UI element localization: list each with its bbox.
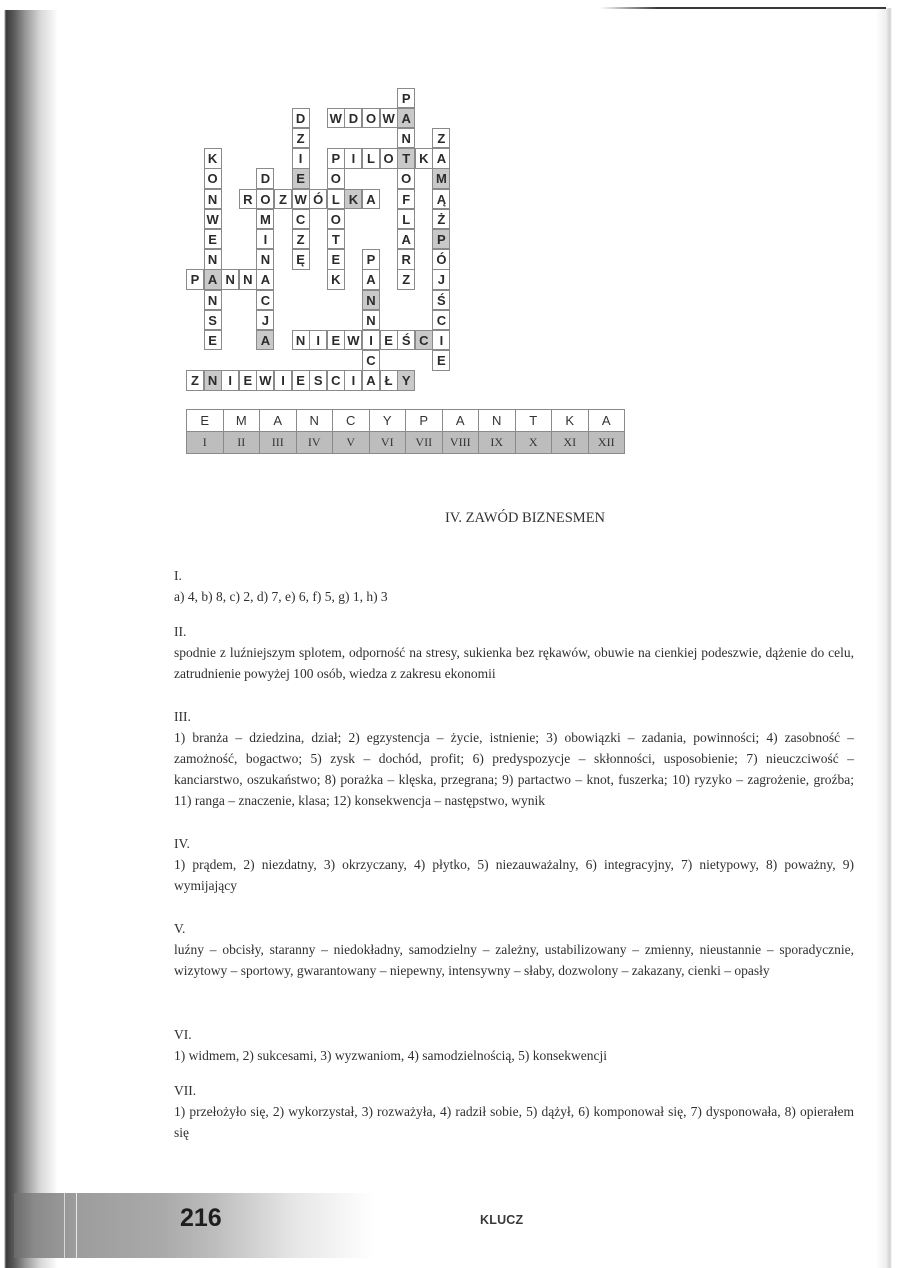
crossword-cell: K (415, 148, 433, 169)
crossword-cell: A (362, 370, 380, 391)
crossword-cell: W (204, 209, 222, 230)
crossword-cell: O (327, 209, 345, 230)
crossword-cell: Ś (397, 330, 415, 351)
answer-numeral: IX (479, 432, 516, 454)
exercise-number: VII. (174, 1083, 197, 1098)
crossword-cell: Z (432, 128, 450, 149)
exercise-number: I. (174, 568, 182, 583)
answer-numeral: I (187, 432, 224, 454)
crossword-cell: E (204, 229, 222, 250)
crossword-cell-highlighted: E (292, 168, 310, 189)
page-number: 216 (180, 1204, 222, 1232)
exercise-section (174, 1024, 854, 1066)
exercise-answers: 1) prądem, 2) niezdatny, 3) okrzyczany, 4) płytko, 5) niezauważalny, 6) integracyjny, 7) nietypowy, 8) poważny, 9) wymijający (174, 857, 854, 893)
exercise-number: IV. (174, 836, 190, 851)
footer-band (14, 1193, 534, 1258)
crossword-cell: W (327, 108, 345, 129)
crossword-cell: C (292, 209, 310, 230)
crossword-cell: I (344, 148, 362, 169)
crossword-cell: Ś (432, 290, 450, 311)
crossword-cell: C (432, 310, 450, 331)
crossword-cell: N (362, 310, 380, 331)
exercise-answers: spodnie z luźniejszym splotem, odporność na stresy, sukienka bez rękawów, obuwie na cienkiej podeszwie, dążenie do celu, zatrudnienie powyżej 100 osób, wiedza z zakresu ekonomii (174, 645, 854, 681)
answer-letter: E (187, 410, 224, 432)
crossword-cell: N (204, 290, 222, 311)
running-head: KLUCZ (480, 1213, 524, 1227)
crossword-cell: E (204, 330, 222, 351)
crossword-cell: P (327, 148, 345, 169)
crossword-grid (0, 0, 900, 400)
answer-letter: K (552, 410, 589, 432)
crossword-cell: A (362, 189, 380, 210)
crossword-cell: Ó (309, 189, 327, 210)
answer-letter: C (333, 410, 370, 432)
answer-numeral: X (515, 432, 552, 454)
crossword-cell: N (204, 189, 222, 210)
crossword-cell: I (292, 148, 310, 169)
answer-letter: T (515, 410, 552, 432)
answer-numeral: XI (552, 432, 589, 454)
crossword-cell: A (256, 269, 274, 290)
crossword-cell: I (256, 229, 274, 250)
answer-letter: P (406, 410, 443, 432)
crossword-cell: I (221, 370, 239, 391)
crossword-cell: W (344, 330, 362, 351)
answer-numeral: VIII (442, 432, 479, 454)
chapter-title: IV. ZAWÓD BIZNESMEN (444, 510, 606, 526)
crossword-cell: A (362, 269, 380, 290)
crossword-cell: L (397, 209, 415, 230)
answer-letter: N (479, 410, 516, 432)
answer-letter: A (260, 410, 297, 432)
crossword-cell: L (327, 189, 345, 210)
crossword-cell: N (292, 330, 310, 351)
crossword-cell: K (204, 148, 222, 169)
crossword-cell: M (256, 209, 274, 230)
crossword-cell-highlighted: T (397, 148, 415, 169)
crossword-cell: D (256, 168, 274, 189)
crossword-cell: O (380, 148, 398, 169)
answer-letter: A (588, 410, 625, 432)
crossword-cell: J (432, 269, 450, 290)
crossword-cell: N (256, 249, 274, 270)
exercise-section (174, 918, 854, 981)
crossword-cell: Ó (432, 249, 450, 270)
crossword-cell: O (256, 189, 274, 210)
crossword-cell-highlighted: A (397, 108, 415, 129)
crossword-cell: N (397, 128, 415, 149)
crossword-cell-highlighted: P (432, 229, 450, 250)
crossword-cell-highlighted: N (204, 370, 222, 391)
answer-numeral: XII (588, 432, 625, 454)
crossword-cell: Z (397, 269, 415, 290)
crossword-cell: P (362, 249, 380, 270)
crossword-cell-highlighted: M (432, 168, 450, 189)
crossword-cell: S (204, 310, 222, 331)
answer-numerals-row (187, 432, 625, 454)
exercise-section (174, 565, 854, 607)
crossword-cell: P (397, 88, 415, 109)
answer-numeral: VI (369, 432, 406, 454)
answer-numeral: V (333, 432, 370, 454)
crossword-cell-highlighted: Y (397, 370, 415, 391)
crossword-cell-highlighted: C (415, 330, 433, 351)
crossword-cell-highlighted: A (256, 330, 274, 351)
answer-numeral: III (260, 432, 297, 454)
crossword-cell: T (327, 229, 345, 250)
crossword-cell-highlighted: A (204, 269, 222, 290)
answer-numeral: IV (296, 432, 333, 454)
crossword-cell: R (397, 249, 415, 270)
exercise-answers: luźny – obcisły, staranny – niedokładny, samodzielny – zależny, ustabilizowany – zmienny, nieustannie – sporadycznie, wizytowy – sportowy, gwarantowany – niepewny, intensywny – słaby, dozwolony – zakazany, cienki – opasły (174, 942, 854, 978)
exercise-answers: 1) branża – dziedzina, dział; 2) egzystencja – życie, istnienie; 3) obowiązki – zadania, powinności; 4) zasobność – zamożność, bogactwo; 5) zysk – dochód, profit; 6) predyspozycje – skłonności, usposobienie; 7) nieuczciwość – kanciarstwo, oszukaństwo; 8) porażka – klęska, przegrana; 9) partactwo – knot, fuszerka; 10) ryzyko – zagrożenie, groźba; 11) ranga – znaczenie, klasa; 12) konsekwencja – następstwo, wynik (174, 730, 854, 808)
crossword-cell: J (256, 310, 274, 331)
exercise-answers: 1) przełożyło się, 2) wykorzystał, 3) rozważyła, 4) radził sobie, 5) dążył, 6) komponował się, 7) dysponowała, 8) opierałem się (174, 1104, 854, 1140)
crossword-cell: E (292, 370, 310, 391)
crossword-cell: W (380, 108, 398, 129)
crossword-cell: L (362, 148, 380, 169)
crossword-cell: S (309, 370, 327, 391)
exercise-section (174, 621, 854, 684)
crossword-cell: E (327, 249, 345, 270)
crossword-cell: N (204, 249, 222, 270)
crossword-cell: W (292, 189, 310, 210)
crossword-cell: N (221, 269, 239, 290)
crossword-cell-highlighted: K (344, 189, 362, 210)
exercise-section (174, 706, 854, 811)
crossword-cell: A (397, 229, 415, 250)
crossword-cell: Ę (292, 249, 310, 270)
exercise-number: VI. (174, 1027, 192, 1042)
crossword-cell: D (344, 108, 362, 129)
crossword-cell: O (204, 168, 222, 189)
exercise-answers: a) 4, b) 8, c) 2, d) 7, e) 6, f) 5, g) 1, h) 3 (174, 589, 388, 604)
crossword-cell: I (362, 330, 380, 351)
crossword-cell: O (362, 108, 380, 129)
crossword-cell: Ż (432, 209, 450, 230)
exercise-number: III. (174, 709, 191, 724)
exercise-number: V. (174, 921, 186, 936)
answer-numeral: II (223, 432, 260, 454)
exercise-section (174, 833, 854, 896)
answer-letters-row (187, 410, 625, 432)
crossword-cell: N (239, 269, 257, 290)
crossword-cell: E (239, 370, 257, 391)
crossword-cell: Z (274, 189, 292, 210)
crossword-cell: Z (292, 128, 310, 149)
crossword-cell: Ą (432, 189, 450, 210)
crossword-cell: C (327, 370, 345, 391)
crossword-cell: I (344, 370, 362, 391)
crossword-cell: O (327, 168, 345, 189)
crossword-cell: Ł (380, 370, 398, 391)
answer-letter: N (296, 410, 333, 432)
crossword-cell: R (239, 189, 257, 210)
crossword-cell: I (432, 330, 450, 351)
crossword-cell-highlighted: N (362, 290, 380, 311)
exercise-section (174, 1080, 854, 1143)
crossword-cell: E (327, 330, 345, 351)
crossword-cell: I (309, 330, 327, 351)
answer-letter: Y (369, 410, 406, 432)
crossword-cell: F (397, 189, 415, 210)
crossword-cell: Z (292, 229, 310, 250)
crossword-cell: E (432, 350, 450, 371)
crossword-cell: O (397, 168, 415, 189)
crossword-cell: A (432, 148, 450, 169)
answer-table (186, 409, 625, 454)
exercise-number: II. (174, 624, 187, 639)
crossword-cell: C (256, 290, 274, 311)
crossword-cell: D (292, 108, 310, 129)
crossword-cell: E (380, 330, 398, 351)
crossword-cell: K (327, 269, 345, 290)
exercise-answers: 1) widmem, 2) sukcesami, 3) wyzwaniom, 4) samodzielnością, 5) konsekwencji (174, 1048, 608, 1063)
answer-letter: M (223, 410, 260, 432)
answer-numeral: VII (406, 432, 443, 454)
crossword-cell: I (274, 370, 292, 391)
crossword-cell: W (256, 370, 274, 391)
crossword-cell: C (362, 350, 380, 371)
crossword-cell: P (186, 269, 204, 290)
crossword-cell: Z (186, 370, 204, 391)
answer-letter: A (442, 410, 479, 432)
